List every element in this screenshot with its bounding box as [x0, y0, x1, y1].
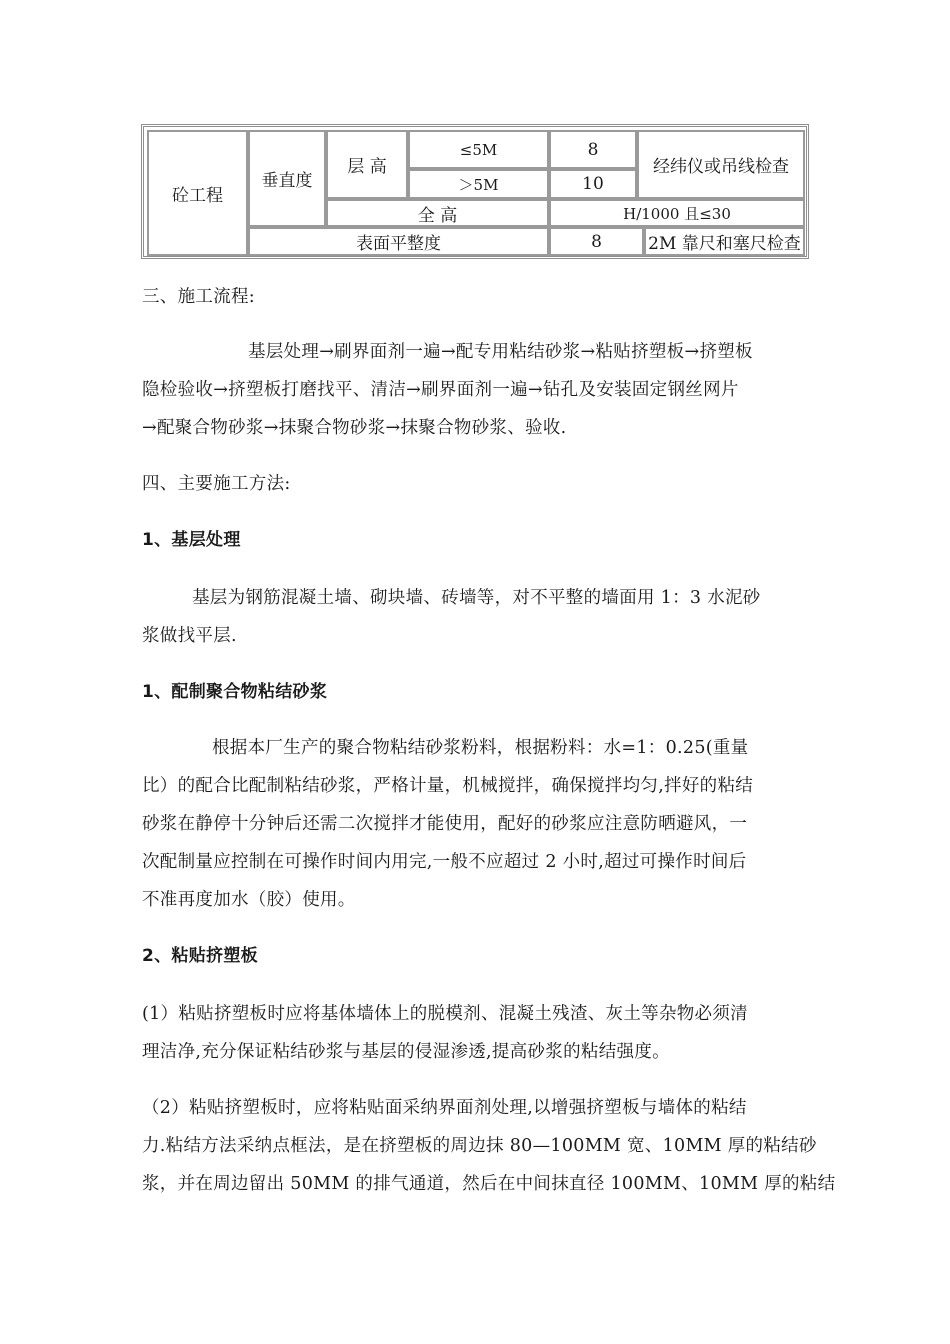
section-3-title: 三、施工流程: — [142, 287, 255, 307]
heading-board-bonding: 2、粘贴挤塑板 — [142, 946, 258, 966]
mortar-line-3: 砂浆在静停十分钟后还需二次搅拌才能使用，配好的砂浆应注意防晒避风，一 — [142, 814, 748, 834]
flow-line-1: 基层处理→刷界面剂一遍→配专用粘结砂浆→粘贴挤塑板→挤塑板 — [248, 342, 753, 362]
bonding-item-2-line-3: 浆，并在周边留出 50MM 的排气通道，然后在中间抹直径 100MM、10MM 厚的粘结 — [142, 1174, 836, 1194]
table-cell-gt5m: ＞5M — [408, 169, 549, 199]
table-cell-check-method-2: 2M 靠尺和塞尺检查 — [644, 227, 805, 256]
bonding-item-2-line-2: 力.粘结方法采纳点框法，是在挤塑板的周边抹 80—100MM 宽、10MM 厚的粘结砂 — [142, 1136, 817, 1156]
table-cell-check-method-1: 经纬仪或吊线检查 — [637, 130, 805, 199]
section-4-title: 四、主要施工方法: — [142, 474, 291, 494]
table-cell-gt5m-value: 10 — [549, 169, 637, 199]
bonding-item-1-line-1: (1）粘贴挤塑板时应将基体墙体上的脱模剂、混凝土残渣、灰土等杂物必须清 — [142, 1004, 748, 1024]
heading-base-treatment: 1、基层处理 — [142, 530, 241, 550]
mortar-line-5: 不准再度加水（胶）使用。 — [142, 890, 356, 910]
table-cell-full-height-value: H/1000 且≤30 — [549, 199, 805, 227]
bonding-item-1-line-2: 理洁净,充分保证粘结砂浆与基层的侵湿渗透,提高砂浆的粘结强度。 — [142, 1042, 670, 1062]
table-cell-vertical: 垂直度 — [248, 130, 326, 227]
table-cell-full-height: 全 高 — [326, 199, 549, 227]
table-cell-category: 砼工程 — [147, 130, 248, 256]
table-cell-flatness: 表面平整度 — [248, 227, 549, 256]
table-cell-flatness-value: 8 — [549, 227, 644, 256]
mortar-line-2: 比）的配合比配制粘结砂浆，严格计量，机械搅拌，确保搅拌均匀,拌好的粘结 — [142, 776, 754, 796]
heading-mortar-preparation: 1、配制聚合物粘结砂浆 — [142, 682, 328, 702]
mortar-line-4: 次配制量应控制在可操作时间内用完,一般不应超过 2 小时,超过可操作时间后 — [142, 852, 747, 872]
flow-line-2: 隐检验收→挤塑板打磨找平、清洁→刷界面剂一遍→钻孔及安装固定钢丝网片 — [142, 380, 739, 400]
bonding-item-2-line-1: （2）粘贴挤塑板时，应将粘贴面采纳界面剂处理,以增强挤塑板与墙体的粘结 — [142, 1098, 747, 1118]
base-treatment-line-2: 浆做找平层. — [142, 626, 237, 646]
mortar-line-1: 根据本厂生产的聚合物粘结砂浆粉料，根据粉料：水=1：0.25(重量 — [212, 738, 749, 758]
flow-line-3: →配聚合物砂浆→抹聚合物砂浆→抹聚合物砂浆、验收. — [142, 418, 567, 438]
table-cell-le5m: ≤5M — [408, 130, 549, 169]
tolerance-table — [141, 124, 809, 259]
table-cell-le5m-value: 8 — [549, 130, 637, 169]
table-cell-floor-height: 层 高 — [326, 130, 408, 199]
base-treatment-line-1: 基层为钢筋混凝土墙、砌块墙、砖墙等，对不平整的墙面用 1：3 水泥砂 — [192, 588, 761, 608]
